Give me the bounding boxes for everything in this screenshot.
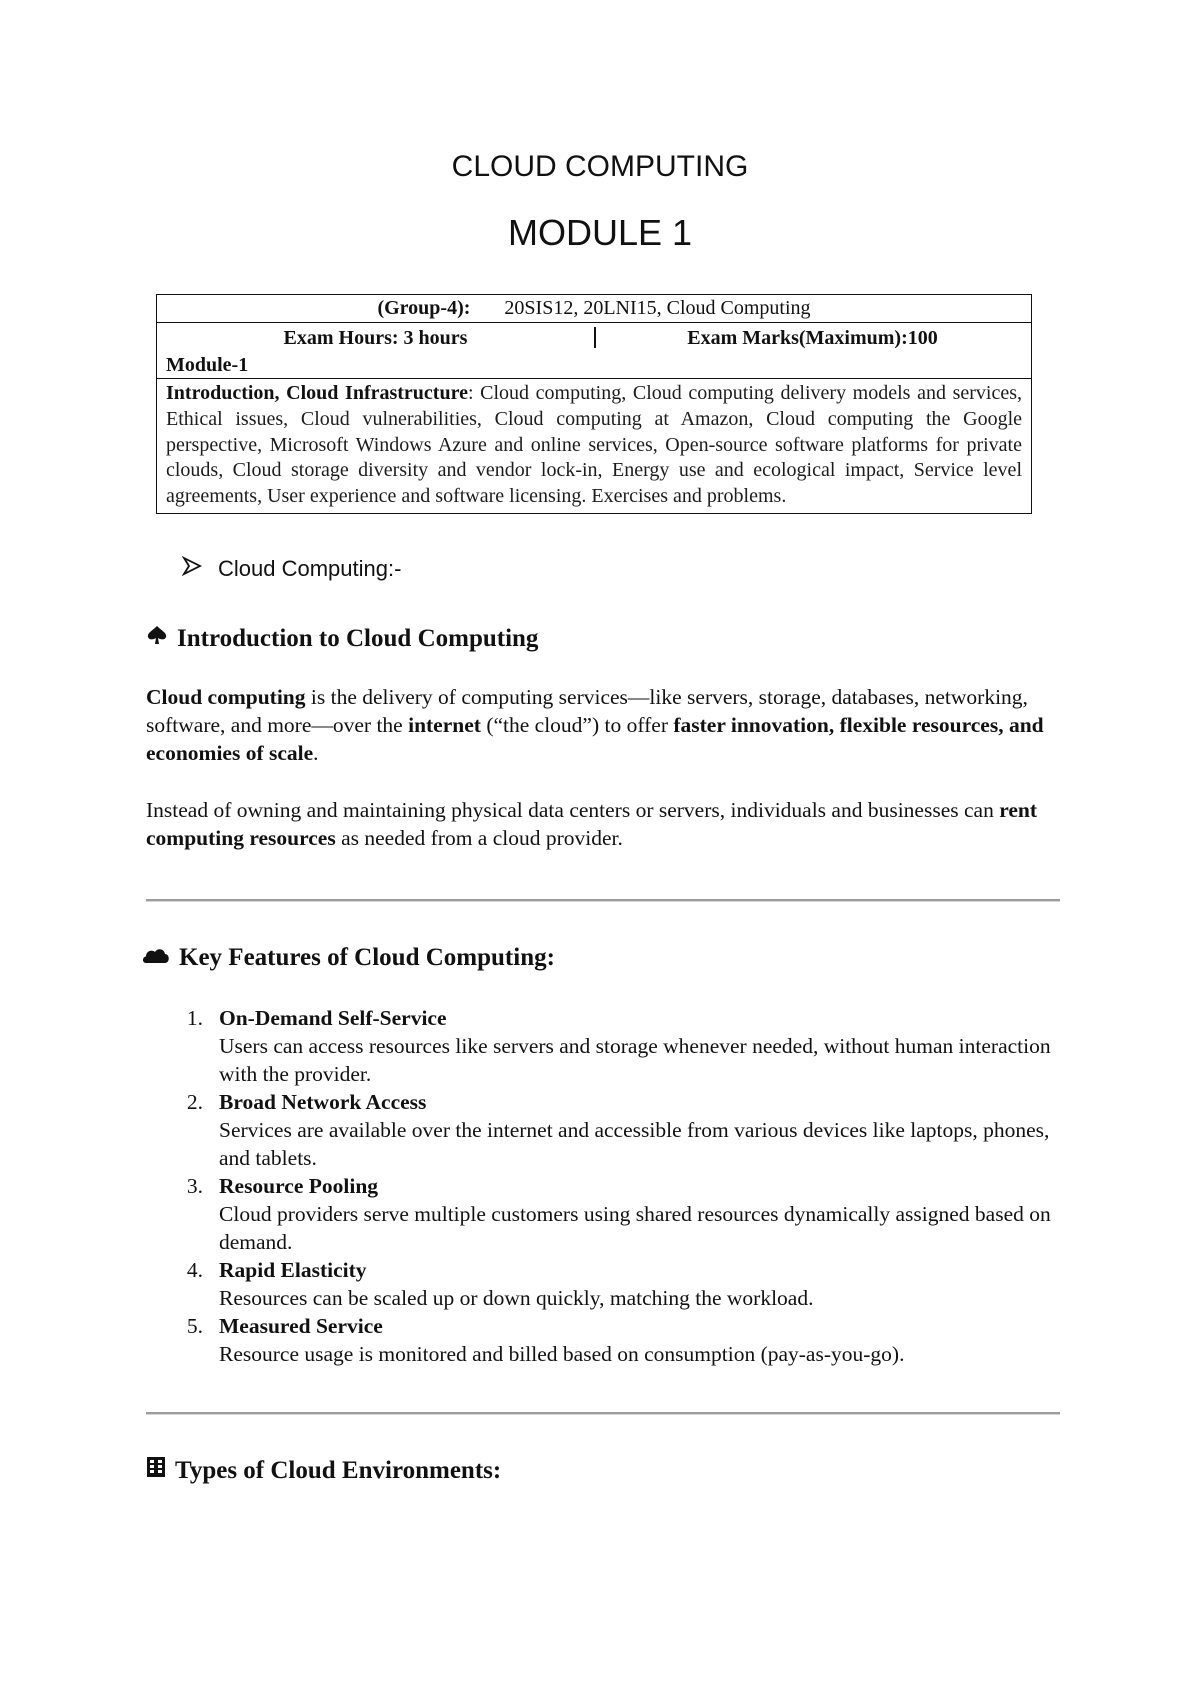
list-item <box>146 1004 1066 1088</box>
term-benefits: faster innovation, flexible resources, and economies of scale <box>146 713 1044 765</box>
intro-text: is the delivery of computing services—like servers, storage, databases, networking, software, and more—over the <box>146 685 1028 737</box>
intro-heading-text: Introduction to Cloud Computing <box>177 624 539 652</box>
item-title: On-Demand Self-Service <box>219 1006 447 1030</box>
syllabus-group-row <box>157 295 1031 323</box>
item-title: Measured Service <box>219 1314 383 1338</box>
exam-hours: Exam Hours: 3 hours <box>283 327 468 349</box>
types-heading-text: Types of Cloud Environments: <box>175 1456 502 1484</box>
cell-divider <box>594 327 596 348</box>
features-heading-text: Key Features of Cloud Computing: <box>179 944 555 971</box>
item-description: Resource usage is monitored and billed based on consumption (pay-as-you-go). <box>219 1342 905 1366</box>
item-description: Resources can be scaled up or down quickly, matching the workload. <box>219 1286 814 1310</box>
item-title: Broad Network Access <box>219 1090 427 1114</box>
item-number: 5. <box>186 1314 203 1338</box>
item-number: 1. <box>186 1006 203 1030</box>
types-heading <box>146 1456 501 1485</box>
term-internet: internet <box>408 713 481 737</box>
syllabus-table <box>156 294 1032 514</box>
syllabus-module-label: Module-1 <box>157 354 1031 379</box>
item-number: 2. <box>186 1090 203 1114</box>
syllabus-topics <box>157 379 1031 513</box>
topics-list: : Cloud computing, Cloud computing delivery models and services, Ethical issues, Cloud vulnerabilities, Cloud computing at Amazon, Cloud computing the Google perspective, Microsoft Windows Azure and online services, Open-source software platforms for private clouds, Cloud storage diversity and vendor lock-in, Energy use and ecological impact, Service level agreements, User experience and software licensing. Exercises and problems. <box>166 382 1022 508</box>
item-number: 4. <box>186 1258 203 1282</box>
features-list <box>146 1004 1066 1368</box>
group-label: (Group-4): <box>377 297 471 319</box>
item-title: Rapid Elasticity <box>219 1258 367 1282</box>
exam-marks: Exam Marks(Maximum):100 <box>687 327 938 349</box>
list-item <box>146 1088 1066 1172</box>
list-item <box>146 1256 1066 1312</box>
item-number: 3. <box>186 1174 203 1198</box>
topics-heading: Introduction, Cloud Infrastructure <box>166 382 468 404</box>
cloud-icon <box>142 944 170 972</box>
list-item <box>146 1172 1066 1256</box>
intro-text: (“the cloud”) to offer <box>480 713 674 737</box>
item-description: Services are available over the internet and accessible from various devices like laptops, phones, and tablets. <box>219 1118 1050 1170</box>
section-divider <box>146 899 1060 902</box>
bullet-cloud-computing <box>182 556 401 582</box>
group-value: 20SIS12, 20LNI15, Cloud Computing <box>504 297 811 319</box>
item-title: Resource Pooling <box>219 1174 379 1198</box>
document-title: CLOUD COMPUTING <box>451 150 749 183</box>
item-description: Users can access resources like servers and storage whenever needed, without human interaction with the provider. <box>219 1034 1051 1086</box>
item-description: Cloud providers serve multiple customers using shared resources dynamically assigned based on demand. <box>219 1202 1051 1254</box>
intro-text: Instead of owning and maintaining physical data centers or servers, individuals and businesses can <box>146 798 1000 822</box>
intro-paragraph-2 <box>146 796 1066 852</box>
term-cloud-computing: Cloud computing <box>146 685 306 709</box>
module-title: MODULE 1 <box>507 212 693 253</box>
syllabus-exam-row <box>157 323 1031 354</box>
intro-heading <box>146 624 538 653</box>
bullet-label: Cloud Computing:- <box>218 556 402 581</box>
term-rent-resources: rent computing resources <box>146 798 1038 850</box>
intro-text: . <box>313 741 319 765</box>
intro-text: as needed from a cloud provider. <box>335 826 623 850</box>
intro-paragraph-1 <box>146 683 1066 767</box>
arrow-icon <box>182 556 202 582</box>
spade-icon <box>146 624 168 653</box>
section-divider <box>146 1412 1060 1415</box>
list-item <box>146 1312 1066 1368</box>
features-heading <box>142 944 555 972</box>
building-icon <box>146 1456 166 1485</box>
